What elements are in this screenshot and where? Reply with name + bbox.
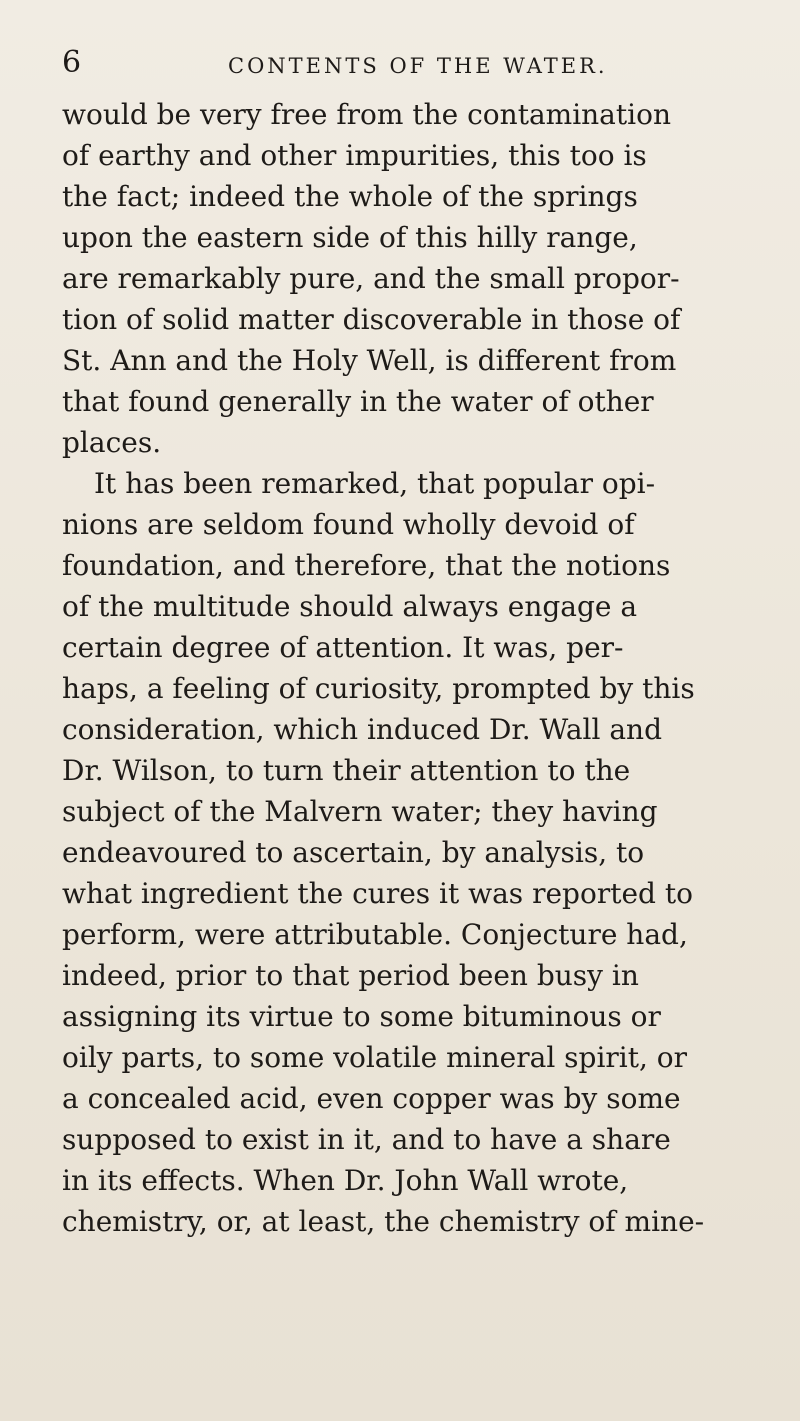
text-line: assigning its virtue to some bituminous or xyxy=(62,1000,661,1033)
text-line: consideration, which induced Dr. Wall and xyxy=(62,713,663,746)
text-line: indeed, prior to that period been busy in xyxy=(62,959,639,992)
text-line: upon the eastern side of this hilly range, xyxy=(62,221,638,254)
text-line: are remarkably pure, and the small propor- xyxy=(62,262,680,295)
text-line: nions are seldom found wholly devoid of xyxy=(62,508,635,541)
text-line: a concealed acid, even copper was by some xyxy=(62,1082,681,1115)
text-line: the fact; indeed the whole of the springs xyxy=(62,180,638,213)
text-line: perform, were attributable. Conjecture had, xyxy=(62,918,688,951)
text-line: what ingredient the cures it was reported to xyxy=(62,877,693,910)
text-line: oily parts, to some volatile mineral spirit, or xyxy=(62,1041,688,1074)
text-line: subject of the Malvern water; they having xyxy=(62,795,658,828)
text-line: that found generally in the water of other xyxy=(62,385,654,418)
text-line: in its effects. When Dr. John Wall wrote, xyxy=(62,1164,629,1197)
text-line: of earthy and other impurities, this too is xyxy=(62,139,647,172)
text-line: haps, a feeling of curiosity, prompted by this xyxy=(62,672,695,705)
text-line: supposed to exist in it, and to have a share xyxy=(62,1123,671,1156)
text-line: would be very free from the contamination xyxy=(62,98,671,131)
page-header xyxy=(62,45,742,88)
page-number: 6 xyxy=(62,45,82,80)
text-line: endeavoured to ascertain, by analysis, to xyxy=(62,836,645,869)
text-line: It has been remarked, that popular opi- xyxy=(94,467,656,500)
text-line: Dr. Wilson, to turn their attention to the xyxy=(62,754,631,787)
text-line: certain degree of attention. It was, per- xyxy=(62,631,624,664)
text-line: chemistry, or, at least, the chemistry of mine- xyxy=(62,1205,705,1238)
text-line: foundation, and therefore, that the notions xyxy=(62,549,671,582)
running-head: CONTENTS OF THE WATER. xyxy=(228,54,608,78)
text-line: tion of solid matter discoverable in those of xyxy=(62,303,681,336)
text-line: places. xyxy=(62,426,162,459)
text-line: of the multitude should always engage a xyxy=(62,590,638,623)
text-line: St. Ann and the Holy Well, is different from xyxy=(62,344,677,377)
